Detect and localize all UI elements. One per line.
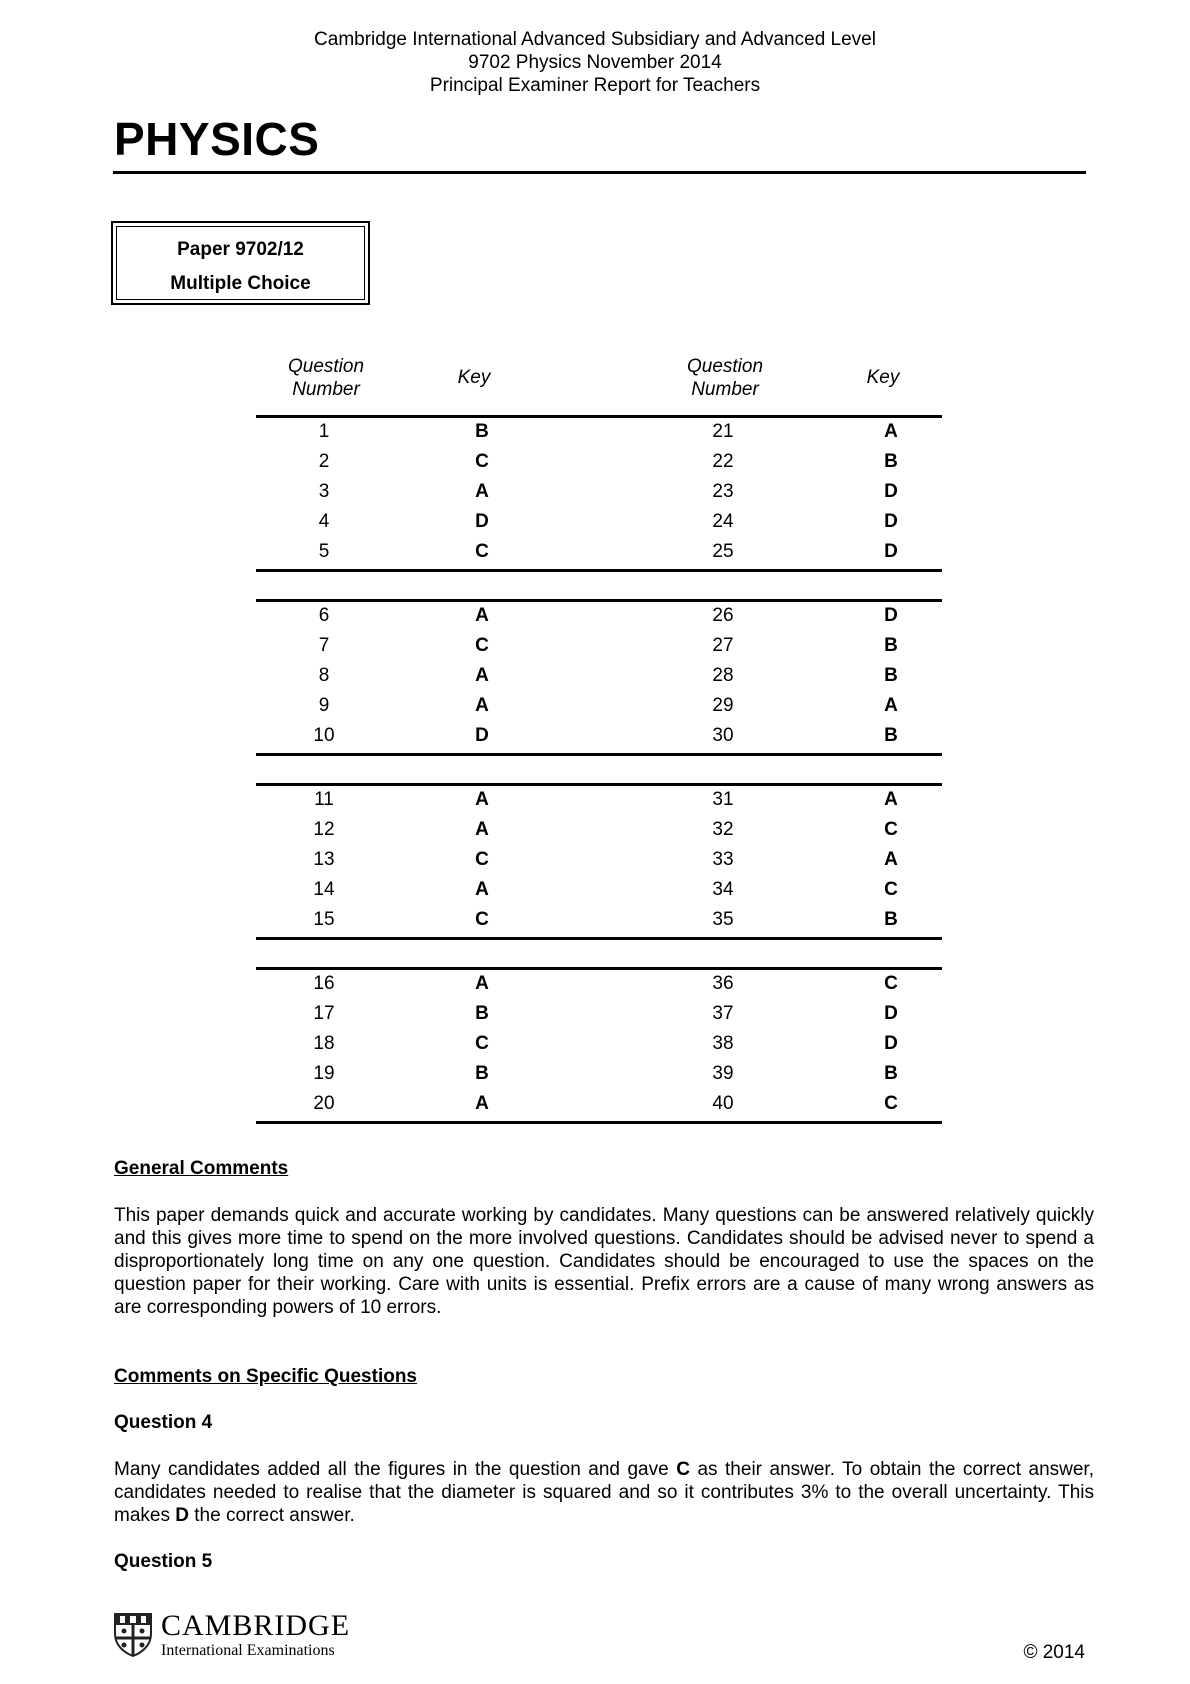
answer-key-cell: C (475, 909, 489, 930)
answer-key-cell: C (475, 541, 489, 562)
answer-key-cell: B (884, 451, 898, 472)
question-number-cell: 24 (712, 511, 734, 532)
question-number-cell: 35 (712, 909, 734, 930)
answer-key-cell: C (884, 973, 898, 994)
answer-key-cell: B (475, 1063, 489, 1084)
question-number-cell: 4 (318, 511, 330, 532)
answer-key-cell: A (884, 421, 898, 442)
question-number-cell: 16 (313, 973, 335, 994)
header-line-2: 9702 Physics November 2014 (468, 52, 722, 73)
answer-key-cell: C (884, 1093, 898, 1114)
logo-wordmark: CAMBRIDGE (161, 1609, 351, 1642)
question-number-cell: 10 (313, 725, 335, 746)
answer-key-cell: A (475, 605, 489, 626)
table-rule (256, 599, 942, 602)
answer-key-cell: D (884, 1033, 898, 1054)
answer-key-cell: D (884, 541, 898, 562)
answer-key-cell: A (475, 1093, 489, 1114)
question-number-cell: 34 (712, 879, 734, 900)
answer-key-cell: C (475, 849, 489, 870)
question-number-cell: 6 (318, 605, 330, 626)
title-rule (113, 171, 1086, 174)
question-number-cell: 29 (712, 695, 734, 716)
answer-key-cell: B (884, 725, 898, 746)
question-4-heading: Question 4 (114, 1412, 213, 1433)
answer-key-cell: C (475, 635, 489, 656)
question-number-cell: 2 (318, 451, 330, 472)
table-rule (256, 415, 942, 418)
question-number-cell: 8 (318, 665, 330, 686)
answer-key-cell: A (884, 789, 898, 810)
question-number-cell: 1 (318, 421, 330, 442)
subject-title: PHYSICS (114, 113, 320, 165)
question-number-cell: 33 (712, 849, 734, 870)
question-number-cell: 20 (313, 1093, 335, 1114)
general-comments-heading: General Comments (114, 1158, 289, 1179)
table-rule (256, 753, 942, 756)
question-number-cell: 26 (712, 605, 734, 626)
table-rule (256, 1121, 942, 1124)
answer-key-cell: B (884, 635, 898, 656)
answer-key-cell: C (475, 1033, 489, 1054)
question-number-cell: 19 (313, 1063, 335, 1084)
answer-key-cell: A (475, 665, 489, 686)
copyright: © 2014 (1023, 1642, 1085, 1663)
question-number-cell: 5 (318, 541, 330, 562)
answer-key-cell: D (884, 605, 898, 626)
question-number-cell: 32 (712, 819, 734, 840)
logo-subtitle: International Examinations (161, 1642, 335, 1659)
question-number-cell: 3 (318, 481, 330, 502)
general-comments-text: This paper demands quick and accurate working by candidates. Many questions can be answered relatively quickly and this gives more time to spend on the more involved questions. Candidates should be advised never to spend a disproportionately long time on any one question. Candidates should be encouraged to use the spaces on the question paper for their working. Care with units is essential. Prefix errors are a cause of many wrong answers as are corresponding powers of 10 errors. (114, 1205, 1094, 1318)
question-5-heading: Question 5 (114, 1551, 213, 1572)
header-key-right: Key (866, 367, 900, 388)
paper-code: Paper 9702/12 (177, 239, 304, 260)
answer-key-cell: A (475, 789, 489, 810)
question-number-cell: 21 (712, 421, 734, 442)
report-header (0, 28, 1190, 97)
question-number-cell: 7 (318, 635, 330, 656)
header-question-number-left: Question Number (287, 356, 365, 400)
answer-key-cell: D (884, 481, 898, 502)
question-number-cell: 38 (712, 1033, 734, 1054)
answer-key-cell: D (884, 1003, 898, 1024)
header-question-number-right: Question Number (686, 356, 764, 400)
paper-type: Multiple Choice (170, 273, 311, 294)
question-number-cell: 30 (712, 725, 734, 746)
answer-key-cell: A (475, 879, 489, 900)
question-number-cell: 40 (712, 1093, 734, 1114)
table-rule (256, 937, 942, 940)
answer-key-cell: A (475, 481, 489, 502)
cambridge-crest-icon (113, 1645, 153, 1662)
question-number-cell: 36 (712, 973, 734, 994)
answer-key-cell: C (475, 451, 489, 472)
question-number-cell: 11 (314, 789, 334, 810)
question-number-cell: 39 (712, 1063, 734, 1084)
question-number-cell: 9 (318, 695, 330, 716)
answer-key-cell: B (475, 1003, 489, 1024)
question-number-cell: 22 (712, 451, 734, 472)
question-number-cell: 17 (313, 1003, 335, 1024)
answer-key-cell: C (884, 879, 898, 900)
cambridge-logo (113, 1609, 351, 1663)
question-number-cell: 37 (712, 1003, 734, 1024)
answer-key-cell: B (884, 665, 898, 686)
question-number-cell: 28 (712, 665, 734, 686)
question-number-cell: 23 (712, 481, 734, 502)
question-number-cell: 18 (313, 1033, 335, 1054)
header-key-left: Key (457, 367, 491, 388)
paper-box (111, 221, 370, 305)
question-number-cell: 15 (313, 909, 335, 930)
answer-key-cell: A (475, 695, 489, 716)
question-number-cell: 13 (313, 849, 335, 870)
answer-key-cell: B (884, 909, 898, 930)
question-number-cell: 12 (313, 819, 335, 840)
question-4-text: Many candidates added all the figures in the question and gave C as their answer. To obtain the correct answer, candidates needed to realise that the diameter is squared and so it contributes 3% to the overall uncertainty. This makes D the correct answer. (114, 1459, 1094, 1526)
table-rule (256, 569, 942, 572)
answer-key-cell: A (884, 849, 898, 870)
question-number-cell: 25 (712, 541, 734, 562)
table-rule (256, 967, 942, 970)
answer-key-cell: A (475, 973, 489, 994)
answer-key-cell: A (884, 695, 898, 716)
answer-key-cell: C (884, 819, 898, 840)
answer-key-cell: B (475, 421, 489, 442)
question-number-cell: 31 (712, 789, 734, 810)
question-number-cell: 27 (712, 635, 734, 656)
table-rule (256, 783, 942, 786)
answer-key-cell: D (884, 511, 898, 532)
answer-key-cell: A (475, 819, 489, 840)
question-number-cell: 14 (313, 879, 335, 900)
specific-comments-heading: Comments on Specific Questions (114, 1366, 417, 1387)
header-line-3: Principal Examiner Report for Teachers (429, 75, 761, 96)
answer-key-cell: D (475, 725, 489, 746)
header-line-1: Cambridge International Advanced Subsidiary and Advanced Level (314, 29, 876, 50)
answer-key-cell: B (884, 1063, 898, 1084)
answer-key-cell: D (475, 511, 489, 532)
